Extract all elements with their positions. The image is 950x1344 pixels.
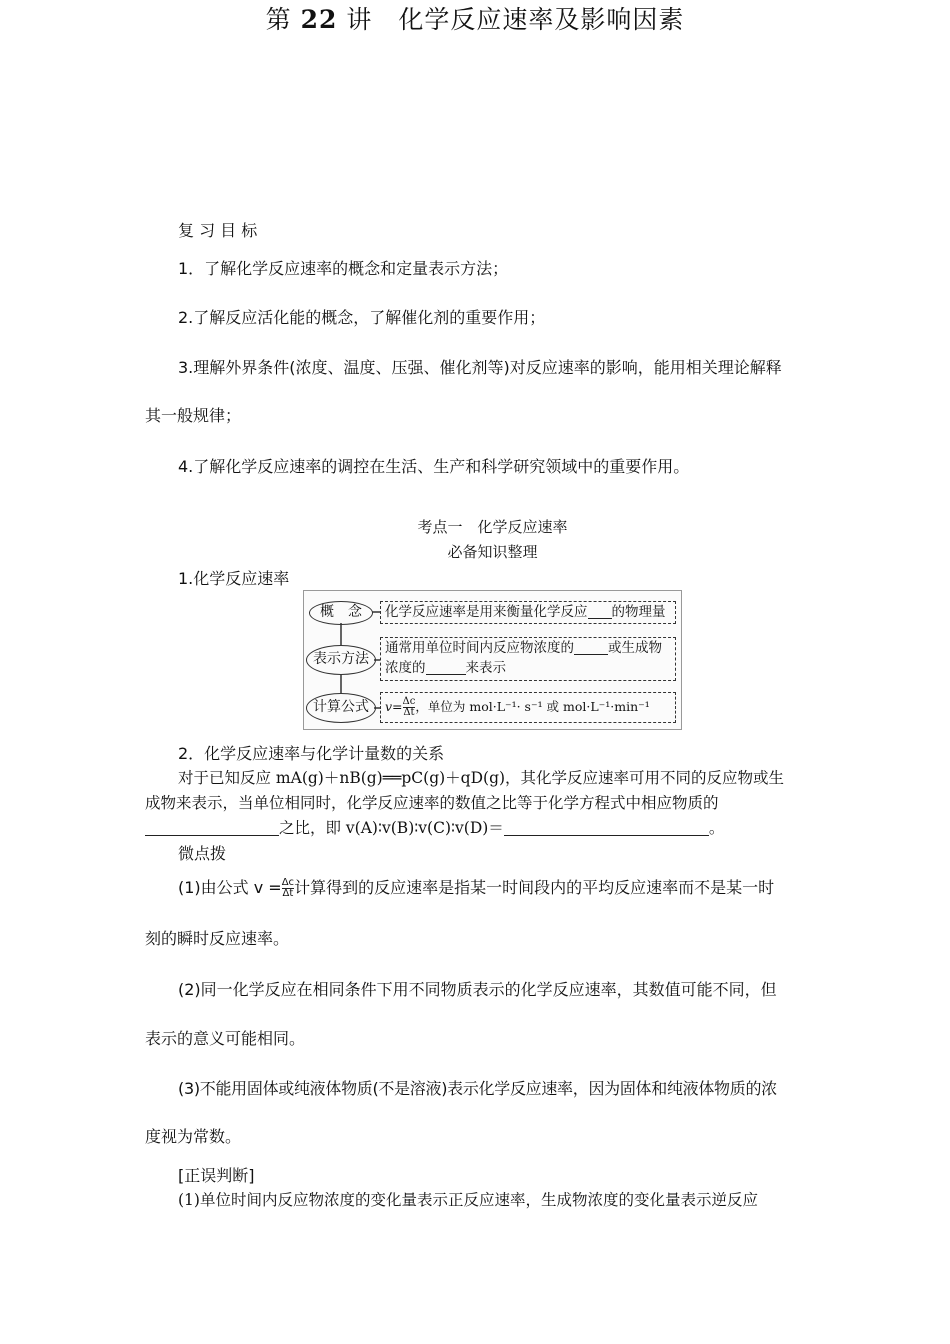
tip-2-cont: 表示的意义可能相同。 (145, 1029, 306, 1048)
tip-1-cont: 刻的瞬时反应速率。 (145, 929, 290, 948)
formula-fraction: $\frac{\Delta c}{\Delta t}$ (402, 696, 416, 718)
tip-2: (2)同一化学反应在相同条件下用不同物质表示的化学反应速率，其数值可能不同，但 (178, 980, 777, 999)
goal-item-3: 3.理解外界条件(浓度、温度、压强、催化剂等)对反应速率的影响，能用相关理论解释 (178, 358, 782, 377)
concept-node-representation: 表示方法 (306, 645, 376, 675)
goal-item-4: 4.了解化学反应速率的调控在生活、生产和科学研究领域中的重要作用。 (178, 457, 690, 476)
tip-formula-fraction: $\frac{\Delta c}{\Delta t}$ (281, 877, 295, 899)
goals-heading: 复 习 目 标 (178, 221, 258, 240)
point2-line-3: 之比，即 v(A)∶v(B)∶v(C)∶v(D)＝ 。 (145, 816, 724, 838)
tips-heading: 微点拨 (178, 844, 227, 863)
concept-box-representation: 通常用单位时间内反应物浓度的 或生成物 浓度的 来表示 (380, 637, 676, 681)
point2-heading: 2．化学反应速率与化学计量数的关系 (178, 744, 445, 763)
concept-box-formula: v= $\frac{\Delta c}{\Delta t}$ ，单位为 mol·L⁻¹· s⁻¹ 或 mol·L⁻¹·min⁻¹ (380, 692, 676, 723)
goal-item-3-cont: 其一般规律； (145, 406, 242, 425)
concept-box-definition: 化学反应速率是用来衡量化学反应 的物理量 (380, 601, 676, 624)
tip-1: (1)由公式 v = $\frac{\Delta c}{\Delta t}$ 计算得到的反应速率是指某一时间段内的平均反应速率而不是某一时 (178, 877, 775, 899)
section-subtitle: 必备知识整理 (447, 543, 538, 561)
tip-3-cont: 度视为常数。 (145, 1127, 242, 1146)
page-title: 第 22 讲 化学反应速率及影响因素 (265, 5, 685, 34)
concept-node-formula: 计算公式 (306, 693, 376, 723)
tip-3: (3)不能用固体或纯液体物质(不是溶液)表示化学反应速率，因为固体和纯液体物质的浓 (178, 1079, 777, 1098)
goal-item-1: 1．了解化学反应速率的概念和定量表示方法； (178, 259, 509, 278)
concept-node-definition: 概 念 (309, 601, 373, 625)
concept-map-figure (303, 590, 682, 730)
judge-heading: [正误判断] (178, 1166, 255, 1185)
point1-heading: 1.化学反应速率 (178, 569, 290, 588)
section-title: 考点一 化学反应速率 (417, 518, 568, 536)
goal-item-2: 2.了解反应活化能的概念，了解催化剂的重要作用； (178, 308, 546, 327)
point2-line-2: 成物来表示，当单位相同时，化学反应速率的数值之比等于化学方程式中相应物质的 (145, 794, 719, 812)
judge-item-1: (1)单位时间内反应物浓度的变化量表示正反应速率，生成物浓度的变化量表示逆反应 (178, 1191, 758, 1209)
point2-line-1: 对于已知反应 mA(g)＋nB(g)══pC(g)＋qD(g)，其化学反应速率可用不同的反应物或生 (178, 769, 785, 787)
